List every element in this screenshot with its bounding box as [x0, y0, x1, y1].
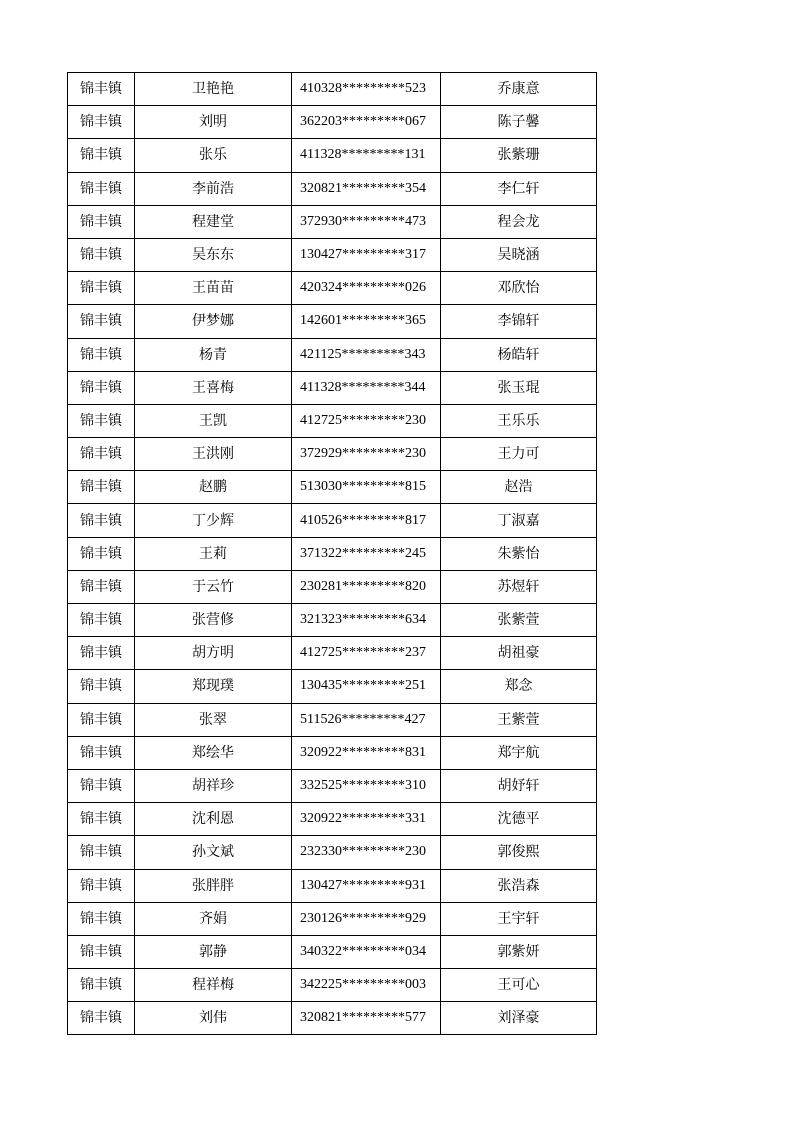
child-name-cell: 王宇轩 [441, 902, 597, 935]
table-row [68, 205, 597, 238]
table-row [68, 238, 597, 271]
town-cell: 锦丰镇 [68, 1002, 135, 1035]
table-row [68, 139, 597, 172]
child-name-cell: 沈德平 [441, 803, 597, 836]
name-cell: 郑现璞 [135, 670, 292, 703]
name-cell: 程建堂 [135, 205, 292, 238]
child-name-cell: 邓欣怡 [441, 272, 597, 305]
table-row [68, 769, 597, 802]
town-cell: 锦丰镇 [68, 836, 135, 869]
child-name-cell: 王乐乐 [441, 404, 597, 437]
name-cell: 程祥梅 [135, 969, 292, 1002]
table-row [68, 106, 597, 139]
child-name-cell: 郑念 [441, 670, 597, 703]
town-cell: 锦丰镇 [68, 902, 135, 935]
id-number-cell: 340322*********034 [292, 935, 441, 968]
table-row [68, 604, 597, 637]
town-cell: 锦丰镇 [68, 736, 135, 769]
id-number-cell: 511526*********427 [292, 703, 441, 736]
table-row [68, 305, 597, 338]
child-name-cell: 刘泽豪 [441, 1002, 597, 1035]
table-row [68, 869, 597, 902]
name-cell: 胡祥珍 [135, 769, 292, 802]
id-number-cell: 320922*********831 [292, 736, 441, 769]
table-row [68, 703, 597, 736]
id-number-cell: 230126*********929 [292, 902, 441, 935]
name-cell: 吴东东 [135, 238, 292, 271]
table-row [68, 570, 597, 603]
id-number-cell: 412725*********237 [292, 637, 441, 670]
table-row [68, 969, 597, 1002]
id-number-cell: 412725*********230 [292, 404, 441, 437]
name-cell: 王莉 [135, 537, 292, 570]
town-cell: 锦丰镇 [68, 803, 135, 836]
table-row [68, 637, 597, 670]
town-cell: 锦丰镇 [68, 570, 135, 603]
table-row [68, 338, 597, 371]
name-cell: 刘明 [135, 106, 292, 139]
table-row [68, 471, 597, 504]
child-name-cell: 杨皓轩 [441, 338, 597, 371]
child-name-cell: 李仁轩 [441, 172, 597, 205]
table-row [68, 670, 597, 703]
id-number-cell: 332525*********310 [292, 769, 441, 802]
id-number-cell: 372930*********473 [292, 205, 441, 238]
name-cell: 赵鹏 [135, 471, 292, 504]
town-cell: 锦丰镇 [68, 769, 135, 802]
child-name-cell: 郑宇航 [441, 736, 597, 769]
child-name-cell: 朱紫怡 [441, 537, 597, 570]
name-cell: 张营修 [135, 604, 292, 637]
town-cell: 锦丰镇 [68, 670, 135, 703]
table-row [68, 935, 597, 968]
id-number-cell: 230281*********820 [292, 570, 441, 603]
name-cell: 伊梦娜 [135, 305, 292, 338]
town-cell: 锦丰镇 [68, 504, 135, 537]
table-row [68, 537, 597, 570]
name-cell: 杨青 [135, 338, 292, 371]
child-name-cell: 胡妤轩 [441, 769, 597, 802]
child-name-cell: 苏煜轩 [441, 570, 597, 603]
roster-table-body [68, 73, 597, 1035]
id-number-cell: 513030*********815 [292, 471, 441, 504]
town-cell: 锦丰镇 [68, 471, 135, 504]
name-cell: 张乐 [135, 139, 292, 172]
name-cell: 孙文斌 [135, 836, 292, 869]
id-number-cell: 372929*********230 [292, 438, 441, 471]
id-number-cell: 130427*********317 [292, 238, 441, 271]
table-row [68, 371, 597, 404]
child-name-cell: 王紫萱 [441, 703, 597, 736]
table-row [68, 172, 597, 205]
town-cell: 锦丰镇 [68, 404, 135, 437]
child-name-cell: 张浩森 [441, 869, 597, 902]
id-number-cell: 142601*********365 [292, 305, 441, 338]
child-name-cell: 王力可 [441, 438, 597, 471]
town-cell: 锦丰镇 [68, 172, 135, 205]
table-row [68, 272, 597, 305]
id-number-cell: 410526*********817 [292, 504, 441, 537]
town-cell: 锦丰镇 [68, 139, 135, 172]
child-name-cell: 张紫萱 [441, 604, 597, 637]
table-row [68, 73, 597, 106]
child-name-cell: 胡祖豪 [441, 637, 597, 670]
id-number-cell: 411328*********344 [292, 371, 441, 404]
id-number-cell: 410328*********523 [292, 73, 441, 106]
child-name-cell: 王可心 [441, 969, 597, 1002]
id-number-cell: 411328*********131 [292, 139, 441, 172]
name-cell: 张胖胖 [135, 869, 292, 902]
child-name-cell: 郭紫妍 [441, 935, 597, 968]
town-cell: 锦丰镇 [68, 438, 135, 471]
child-name-cell: 吴晓涵 [441, 238, 597, 271]
town-cell: 锦丰镇 [68, 73, 135, 106]
id-number-cell: 130435*********251 [292, 670, 441, 703]
table-row [68, 1002, 597, 1035]
name-cell: 李前浩 [135, 172, 292, 205]
id-number-cell: 362203*********067 [292, 106, 441, 139]
id-number-cell: 320821*********354 [292, 172, 441, 205]
child-name-cell: 丁淑嘉 [441, 504, 597, 537]
table-row [68, 438, 597, 471]
name-cell: 张翠 [135, 703, 292, 736]
child-name-cell: 张紫珊 [441, 139, 597, 172]
child-name-cell: 乔康意 [441, 73, 597, 106]
table-row [68, 736, 597, 769]
id-number-cell: 321323*********634 [292, 604, 441, 637]
town-cell: 锦丰镇 [68, 338, 135, 371]
id-number-cell: 421125*********343 [292, 338, 441, 371]
id-number-cell: 320922*********331 [292, 803, 441, 836]
town-cell: 锦丰镇 [68, 604, 135, 637]
name-cell: 齐娟 [135, 902, 292, 935]
id-number-cell: 232330*********230 [292, 836, 441, 869]
name-cell: 胡方明 [135, 637, 292, 670]
town-cell: 锦丰镇 [68, 935, 135, 968]
table-row [68, 404, 597, 437]
town-cell: 锦丰镇 [68, 869, 135, 902]
name-cell: 丁少辉 [135, 504, 292, 537]
town-cell: 锦丰镇 [68, 703, 135, 736]
town-cell: 锦丰镇 [68, 205, 135, 238]
table-row [68, 836, 597, 869]
name-cell: 王喜梅 [135, 371, 292, 404]
town-cell: 锦丰镇 [68, 106, 135, 139]
table-row [68, 902, 597, 935]
name-cell: 刘伟 [135, 1002, 292, 1035]
id-number-cell: 130427*********931 [292, 869, 441, 902]
roster-table [67, 72, 597, 1035]
table-row [68, 504, 597, 537]
name-cell: 沈利恩 [135, 803, 292, 836]
id-number-cell: 320821*********577 [292, 1002, 441, 1035]
town-cell: 锦丰镇 [68, 272, 135, 305]
town-cell: 锦丰镇 [68, 537, 135, 570]
child-name-cell: 郭俊熙 [441, 836, 597, 869]
name-cell: 郑绘华 [135, 736, 292, 769]
child-name-cell: 张玉琨 [441, 371, 597, 404]
name-cell: 郭静 [135, 935, 292, 968]
name-cell: 王洪刚 [135, 438, 292, 471]
town-cell: 锦丰镇 [68, 969, 135, 1002]
town-cell: 锦丰镇 [68, 305, 135, 338]
child-name-cell: 陈子馨 [441, 106, 597, 139]
town-cell: 锦丰镇 [68, 371, 135, 404]
id-number-cell: 420324*********026 [292, 272, 441, 305]
name-cell: 卫艳艳 [135, 73, 292, 106]
name-cell: 王苗苗 [135, 272, 292, 305]
name-cell: 于云竹 [135, 570, 292, 603]
table-row [68, 803, 597, 836]
child-name-cell: 李锦轩 [441, 305, 597, 338]
town-cell: 锦丰镇 [68, 238, 135, 271]
town-cell: 锦丰镇 [68, 637, 135, 670]
child-name-cell: 赵浩 [441, 471, 597, 504]
name-cell: 王凯 [135, 404, 292, 437]
id-number-cell: 371322*********245 [292, 537, 441, 570]
child-name-cell: 程会龙 [441, 205, 597, 238]
id-number-cell: 342225*********003 [292, 969, 441, 1002]
